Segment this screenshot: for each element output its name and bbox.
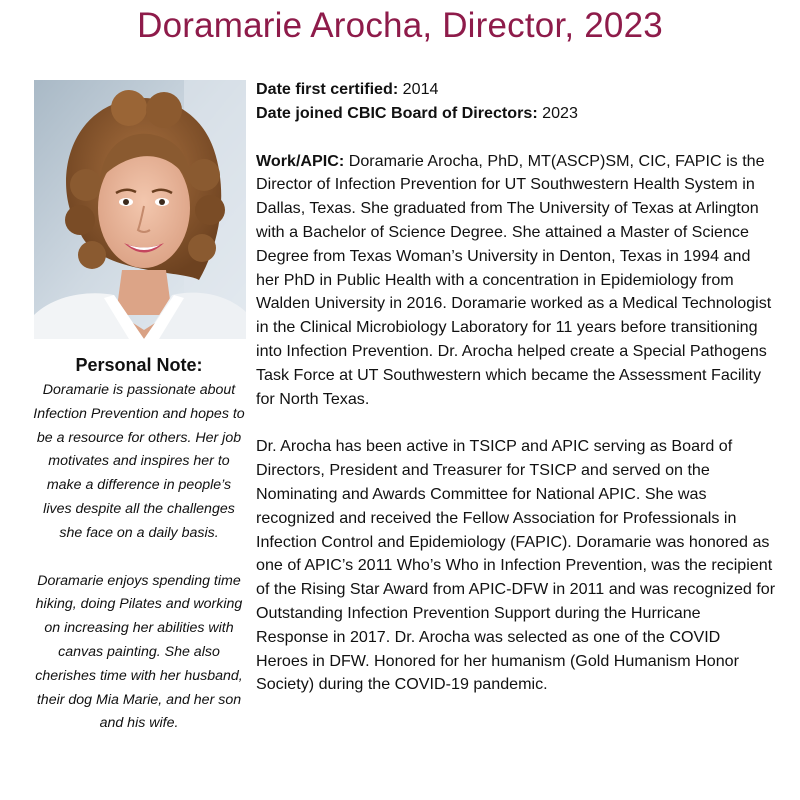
bio-content	[256, 78, 776, 697]
board-joined-label: Date joined CBIC Board of Directors:	[256, 103, 538, 122]
work-paragraph	[256, 150, 776, 412]
certified-date-value: 2014	[398, 80, 439, 98]
personal-note	[33, 355, 245, 736]
portrait-photo	[34, 80, 246, 339]
work-text: Doramarie Arocha, PhD, MT(ASCP)SM, CIC, FAPIC is the Director of Infection Prevention for UT Southwestern Health System in Dallas, Texas. She graduated from The University of Texas at Arlington with a Bachelor of Science Degree. She attained a Master of Science Degree from Texas Woman’s University in Denton, Texas in 1994 and her PhD in Public Health with a concentration in Epidemiology from Walden University in 2016. Doramarie worked as a Medical Technologist in the Clinical Microbiology Laboratory for 11 years before transitioning into Infection Prevention. Dr. Arocha helped create a Special Pathogens Task Force at UT Southwestern which became the Assessment Facility for North Texas.	[256, 151, 772, 408]
activities-paragraph: Dr. Arocha has been active in TSICP and APIC serving as Board of Directors, President and Treasurer for TSICP and served on the Nominating and Awards Committee for National APIC. She was recognized and received the Fellow Association for Professionals in Infection Control and Epidemiology (FAPIC). Doramarie was honored as one of APIC’s 2011 Who’s Who in Infection Prevention, was the recipient of the Rising Star Award from APIC-DFW in 2011 and was recognized for Outstanding Infection Prevention Support during the Hurricane Response in 2017. Dr. Arocha was selected as one of the COVID Heroes in DFW. Honored for her humanism (Gold Humanism Honor Society) during the COVID-19 pandemic.	[256, 437, 776, 694]
personal-note-heading: Personal Note:	[75, 355, 203, 375]
board-joined-date	[256, 102, 776, 126]
work-label: Work/APIC:	[256, 151, 345, 170]
page-title: Doramarie Arocha, Director, 2023	[137, 6, 663, 45]
personal-note-paragraph: Doramarie is passionate about Infection Prevention and hopes to be a resource for others. Her job motivates and inspires her to make a difference in people’s lives despite all the challenges she face on a daily basis.	[33, 382, 245, 541]
certified-date-label: Date first certified:	[256, 80, 399, 98]
board-joined-value: 2023	[537, 103, 578, 122]
certified-date	[256, 78, 776, 102]
personal-note-paragraph: Doramarie enjoys spending time hiking, doing Pilates and working on increasing her abilities with canvas painting. She also cherishes time with her husband, their dog Mia Marie, and her son and his wife.	[35, 572, 243, 732]
